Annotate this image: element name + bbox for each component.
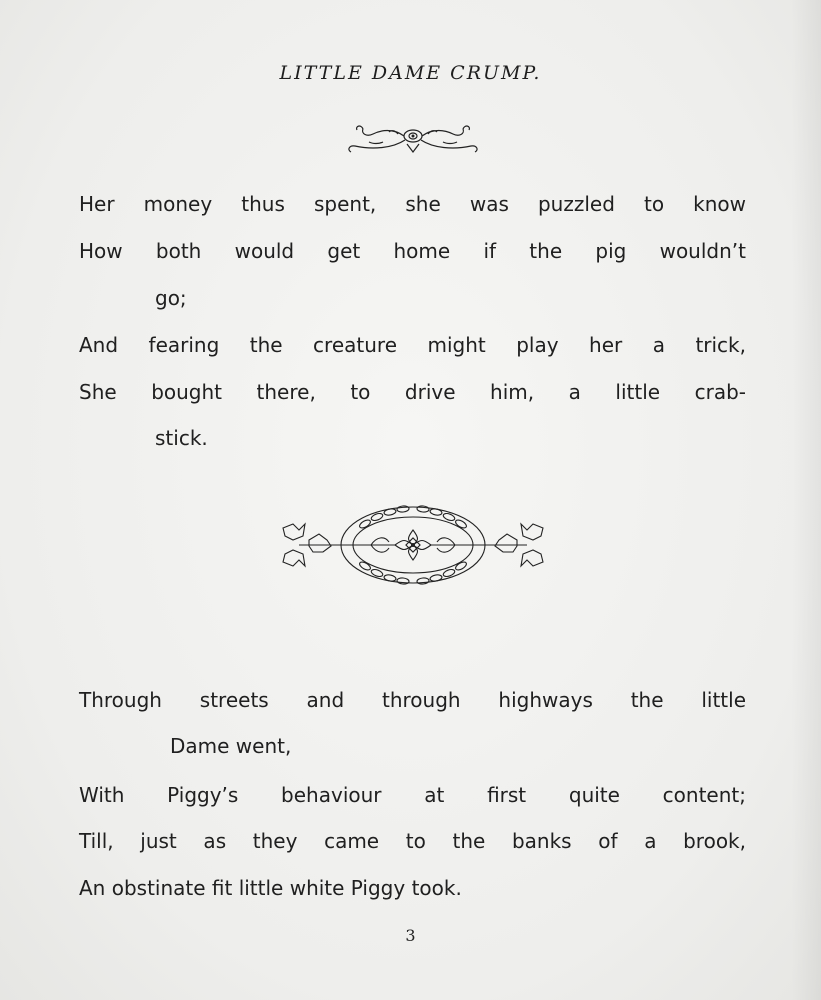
stanza1-line-1: Her money thus spent, she was puzzled to know (79, 192, 746, 216)
page-number: 3 (405, 926, 416, 945)
stanza1-line-2: How both would get home if the pig wouldn’t (79, 239, 746, 263)
stanza1-line-5: She bought there, to drive him, a little crab- (79, 380, 746, 404)
scroll-flourish-icon (343, 120, 483, 165)
page-edge-shadow (791, 0, 821, 1000)
stanza1-line-3: go; (155, 286, 187, 310)
stanza2-line-2: Dame went, (170, 734, 292, 758)
stanza2-line-1: Through streets and through highways the little (79, 688, 746, 712)
stanza2-line-3: With Piggy’s behaviour at first quite content; (79, 783, 746, 807)
stanza1-line-6: stick. (155, 426, 208, 450)
stanza2-line-5: An obstinate fit little white Piggy took. (79, 876, 462, 900)
floral-wreath-icon (279, 502, 547, 593)
stanza2-line-4: Till, just as they came to the banks of a brook, (79, 829, 746, 853)
running-title: LITTLE DAME CRUMP. (279, 62, 542, 84)
stanza1-line-4: And fearing the creature might play her a trick, (79, 333, 746, 357)
